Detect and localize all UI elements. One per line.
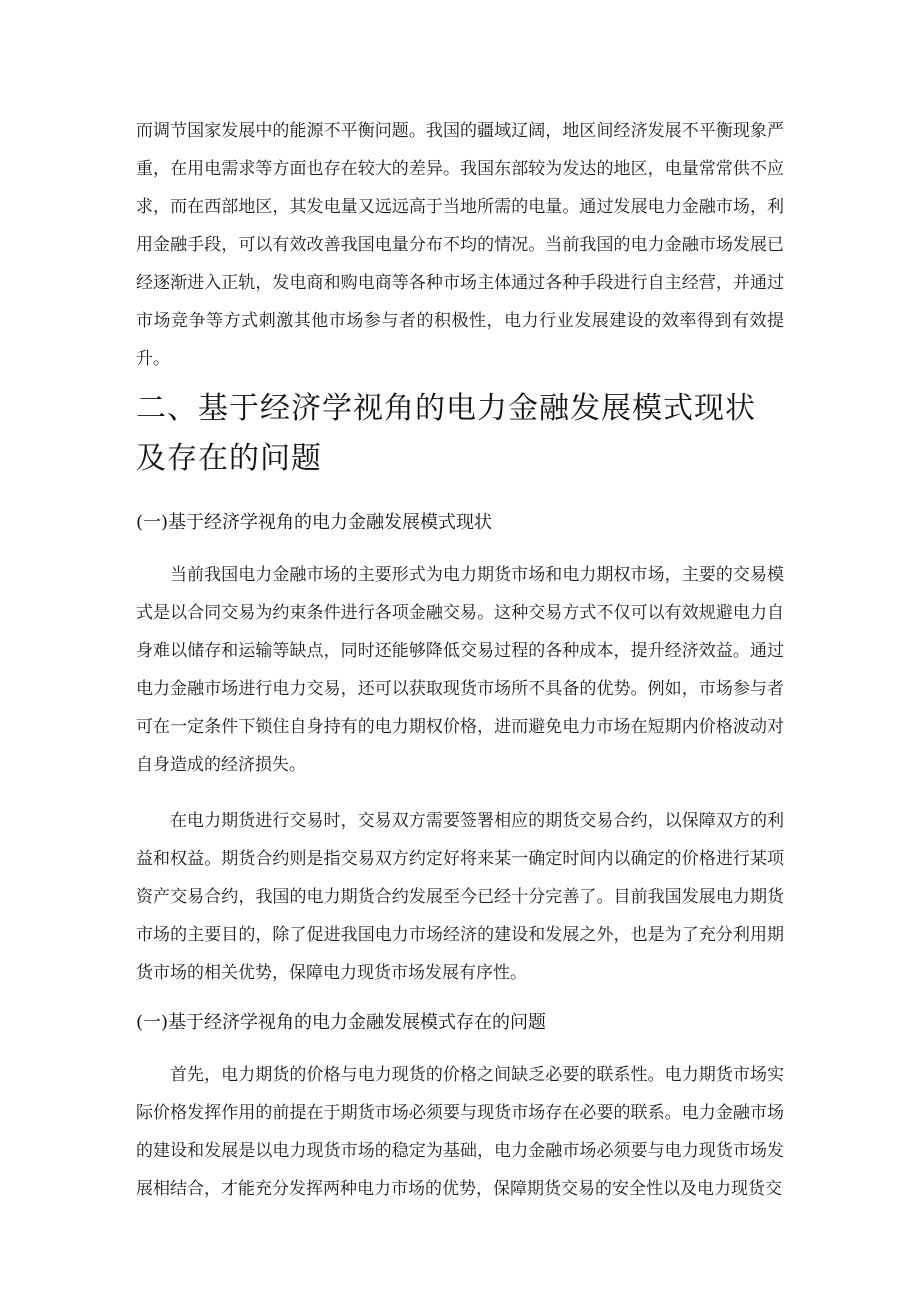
document-page	[136, 112, 784, 1208]
status-paragraph-1: 当前我国电力金融市场的主要形式为电力期货市场和电力期权市场，主要的交易模式是以合同交易为约束条件进行各项金融交易。这种交易方式不仅可以有效规避电力自身难以储存和运输等缺点，同时还能够降低交易过程的各种成本，提升经济效益。通过电力金融市场进行电力交易，还可以获取现货市场所不具备的优势。例如，市场参与者可在一定条件下锁住自身持有的电力期权价格，进而避免电力市场在短期内价格波动对自身造成的经济损失。	[136, 565, 784, 775]
subsection-heading-problems: (一)基于经济学视角的电力金融发展模式存在的问题	[136, 1012, 547, 1033]
problems-paragraph-1: 首先，电力期货的价格与电力现货的价格之间缺乏必要的联系性。电力期货市场实际价格发挥作用的前提在于期货市场必须要与现货市场存在必要的联系。电力金融市场的建设和发展是以电力现货市场的稳定为基础，电力金融市场必须要与电力现货市场发展相结合，才能充分发挥两种电力市场的优势，保障期货交易的安全性以及电力现货交	[136, 1065, 784, 1199]
status-paragraph-2: 在电力期货进行交易时，交易双方需要签署相应的期货交易合约，以保障双方的利益和权益。期货合约则是指交易双方约定好将来某一确定时间内以确定的价格进行某项资产交易合约，我国的电力期货合约发展至今已经十分完善了。目前我国发展电力期货市场的主要目的，除了促进我国电力市场经济的建设和发展之外，也是为了充分利用期货市场的相关优势，保障电力现货市场发展有序性。	[136, 811, 784, 983]
section-heading: 二、基于经济学视角的电力金融发展模式现状及存在的问题	[136, 391, 756, 476]
subsection-heading-status: (一)基于经济学视角的电力金融发展模式现状	[136, 512, 493, 533]
intro-paragraph: 而调节国家发展中的能源不平衡问题。我国的疆域辽阔，地区间经济发展不平衡现象严重，在用电需求等方面也存在较大的差异。我国东部较为发达的地区，电量常常供不应求，而在西部地区，其发电量又远远高于当地所需的电量。通过发展电力金融市场，利用金融手段，可以有效改善我国电量分布不均的情况。当前我国的电力金融市场发展已经逐渐进入正轨，发电商和购电商等各种市场主体通过各种手段进行自主经营，并通过市场竞争等方式刺激其他市场参与者的积极性，电力行业发展建设的效率得到有效提升。	[136, 121, 784, 369]
